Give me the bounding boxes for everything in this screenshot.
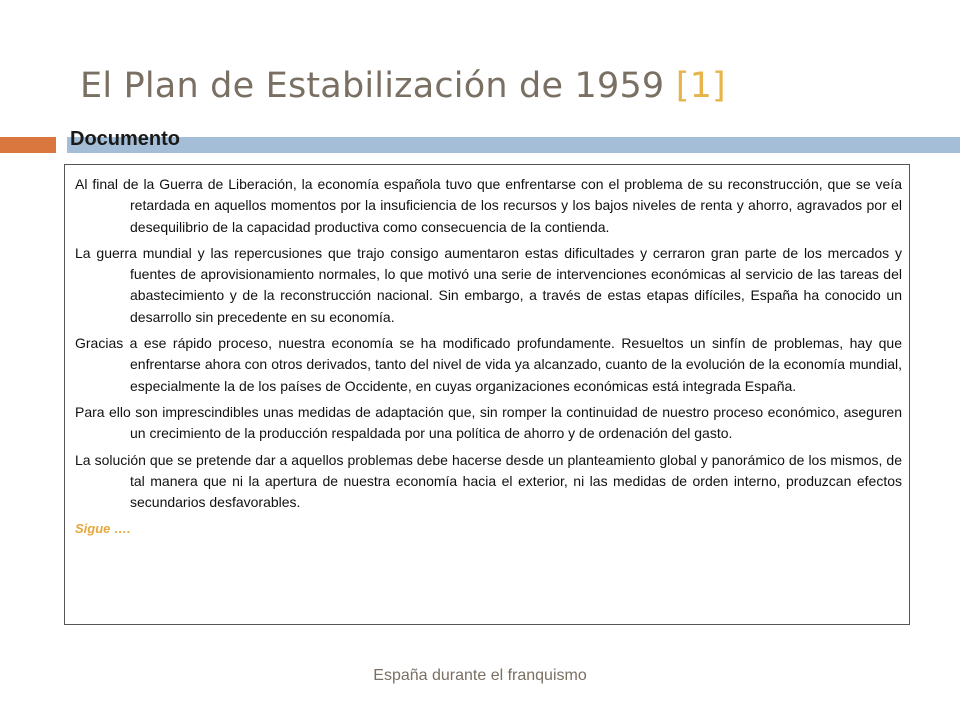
footnote-reference[interactable]: [1]	[675, 66, 726, 106]
slide-footer: España durante el franquismo	[373, 667, 587, 684]
document-paragraph-4: Para ello son imprescindibles unas medidas de adaptación que, sin romper la continuidad de nuestro proceso económico, aseguren un crecimiento de la producción respaldada por una política de ahorro y de ordenación del gasto.	[75, 403, 902, 442]
document-paragraph-5: La solución que se pretende dar a aquellos problemas debe hacerse desde un planteamiento global y panorámico de los mismos, de tal manera que ni la apertura de nuestra economía hacia el exterior, ni las medidas de orden interno, produzcan efectos secundarios desfavorables.	[75, 451, 902, 511]
slide-title-text: El Plan de Estabilización de 1959	[80, 66, 665, 106]
document-paragraph-2: La guerra mundial y las repercusiones que trajo consigo aumentaron estas dificultades y cerraron gran parte de los mercados y fuentes de aprovisionamiento normales, lo que motivó una serie de intervenciones económicas al servicio de las tareas del abastecimiento y de la reconstrucción nacional. Sin embargo, a través de estas etapas difíciles, España ha conocido un desarrollo sin precedente en su economía.	[75, 244, 902, 325]
accent-bar-blue	[67, 137, 960, 153]
document-text-box	[64, 164, 910, 625]
slide-title	[80, 66, 726, 106]
continue-link[interactable]: Sigue ….	[75, 521, 131, 537]
document-paragraph-3: Gracias a ese rápido proceso, nuestra economía se ha modificado profundamente. Resueltos un sinfín de problemas, hay que enfrentarse ahora con otros derivados, tanto del nivel de vida ya alcanzado, cuanto de la evolución de la economía mundial, especialmente la de los países de Occidente, en cuyas organizaciones económicas está integrada España.	[75, 335, 902, 394]
section-label: Documento	[70, 128, 180, 150]
accent-bar-orange	[0, 137, 56, 153]
document-paragraph-1: Al final de la Guerra de Liberación, la economía española tuvo que enfrentarse con el problema de su reconstrucción, que se veía retardada en aquellos momentos por la insuficiencia de los recursos y los bajos niveles de renta y ahorro, agravados por el desequilibrio de la capacidad productiva como consecuencia de la contienda.	[75, 176, 902, 235]
